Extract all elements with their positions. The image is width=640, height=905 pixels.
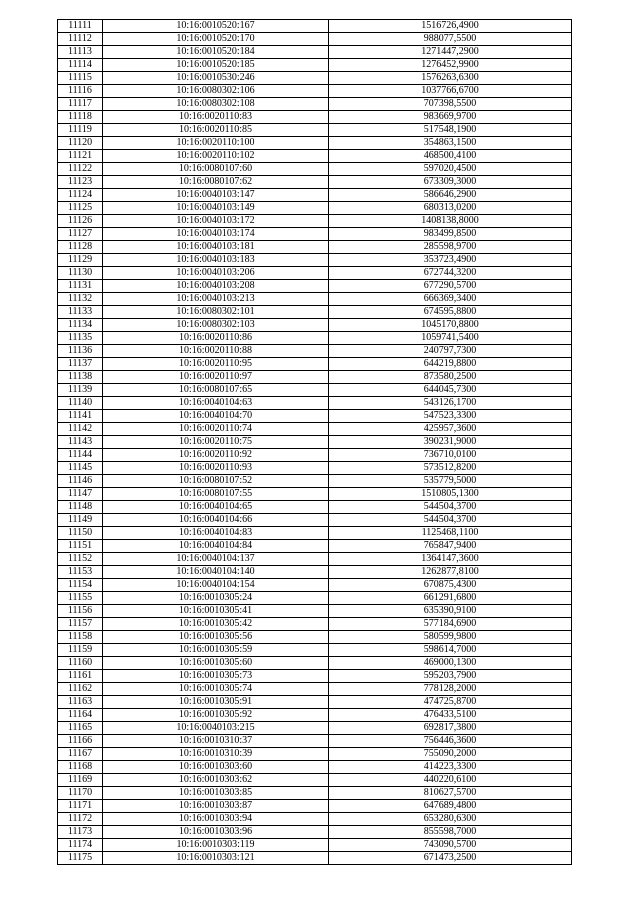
cadastral-number-cell: 10:16:0010303:87 — [103, 800, 329, 813]
cadastral-number-cell: 10:16:0010303:62 — [103, 774, 329, 787]
cadastral-number-cell: 10:16:0040104:137 — [103, 553, 329, 566]
cadastral-number-cell: 10:16:0010305:92 — [103, 709, 329, 722]
row-number-cell: 11168 — [58, 761, 103, 774]
table-row — [58, 332, 572, 345]
cadastral-number-cell: 10:16:0080107:60 — [103, 163, 329, 176]
table-row — [58, 280, 572, 293]
row-number-cell: 11125 — [58, 202, 103, 215]
table-row — [58, 20, 572, 33]
cadastral-value-cell: 580599,9800 — [329, 631, 572, 644]
cadastral-value-cell: 778128,2000 — [329, 683, 572, 696]
table-row — [58, 72, 572, 85]
row-number-cell: 11146 — [58, 475, 103, 488]
cadastral-number-cell: 10:16:0010305:91 — [103, 696, 329, 709]
row-number-cell: 11158 — [58, 631, 103, 644]
row-number-cell: 11130 — [58, 267, 103, 280]
row-number-cell: 11144 — [58, 449, 103, 462]
table-row — [58, 800, 572, 813]
cadastral-value-cell: 855598,7000 — [329, 826, 572, 839]
cadastral-number-cell: 10:16:0010305:60 — [103, 657, 329, 670]
row-number-cell: 11112 — [58, 33, 103, 46]
row-number-cell: 11164 — [58, 709, 103, 722]
cadastral-number-cell: 10:16:0020110:75 — [103, 436, 329, 449]
table-row — [58, 683, 572, 696]
cadastral-number-cell: 10:16:0010305:41 — [103, 605, 329, 618]
table-row — [58, 254, 572, 267]
row-number-cell: 11147 — [58, 488, 103, 501]
cadastral-number-cell: 10:16:0040103:149 — [103, 202, 329, 215]
cadastral-number-cell: 10:16:0020110:93 — [103, 462, 329, 475]
cadastral-value-cell: 535779,5000 — [329, 475, 572, 488]
row-number-cell: 11124 — [58, 189, 103, 202]
table-row — [58, 826, 572, 839]
cadastral-value-cell: 670875,4300 — [329, 579, 572, 592]
row-number-cell: 11123 — [58, 176, 103, 189]
cadastral-value-cell: 517548,1900 — [329, 124, 572, 137]
cadastral-number-cell: 10:16:0040104:154 — [103, 579, 329, 592]
cadastral-number-cell: 10:16:0040103:147 — [103, 189, 329, 202]
row-number-cell: 11150 — [58, 527, 103, 540]
cadastral-number-cell: 10:16:0080302:106 — [103, 85, 329, 98]
row-number-cell: 11121 — [58, 150, 103, 163]
cadastral-value-cell: 1045170,8800 — [329, 319, 572, 332]
cadastral-value-cell: 755090,2000 — [329, 748, 572, 761]
table-row — [58, 540, 572, 553]
row-number-cell: 11138 — [58, 371, 103, 384]
table-row — [58, 384, 572, 397]
row-number-cell: 11128 — [58, 241, 103, 254]
cadastral-value-cell: 671473,2500 — [329, 852, 572, 865]
row-number-cell: 11174 — [58, 839, 103, 852]
row-number-cell: 11154 — [58, 579, 103, 592]
table-row — [58, 98, 572, 111]
table-row — [58, 215, 572, 228]
cadastral-number-cell: 10:16:0010303:94 — [103, 813, 329, 826]
cadastral-number-cell: 10:16:0020110:86 — [103, 332, 329, 345]
row-number-cell: 11167 — [58, 748, 103, 761]
cadastral-number-cell: 10:16:0020110:97 — [103, 371, 329, 384]
cadastral-value-cell: 425957,3600 — [329, 423, 572, 436]
row-number-cell: 11165 — [58, 722, 103, 735]
table-row — [58, 787, 572, 800]
cadastral-number-cell: 10:16:0040104:83 — [103, 527, 329, 540]
table-row — [58, 644, 572, 657]
cadastral-number-cell: 10:16:0010303:96 — [103, 826, 329, 839]
table-row — [58, 579, 572, 592]
table-row — [58, 267, 572, 280]
cadastral-value-cell: 544504,3700 — [329, 514, 572, 527]
row-number-cell: 11127 — [58, 228, 103, 241]
cadastral-value-cell: 240797,7300 — [329, 345, 572, 358]
cadastral-number-cell: 10:16:0020110:74 — [103, 423, 329, 436]
row-number-cell: 11161 — [58, 670, 103, 683]
table-row — [58, 306, 572, 319]
row-number-cell: 11152 — [58, 553, 103, 566]
cadastral-value-cell: 666369,3400 — [329, 293, 572, 306]
cadastral-value-cell: 988077,5500 — [329, 33, 572, 46]
table-row — [58, 748, 572, 761]
table-row — [58, 33, 572, 46]
cadastral-number-cell: 10:16:0080107:62 — [103, 176, 329, 189]
cadastral-value-cell: 647689,4800 — [329, 800, 572, 813]
row-number-cell: 11163 — [58, 696, 103, 709]
cadastral-value-cell: 707398,5500 — [329, 98, 572, 111]
cadastral-number-cell: 10:16:0010303:119 — [103, 839, 329, 852]
row-number-cell: 11156 — [58, 605, 103, 618]
table-row — [58, 163, 572, 176]
cadastral-value-cell: 661291,6800 — [329, 592, 572, 605]
row-number-cell: 11136 — [58, 345, 103, 358]
table-row — [58, 488, 572, 501]
row-number-cell: 11116 — [58, 85, 103, 98]
table-row — [58, 462, 572, 475]
cadastral-value-cell: 353723,4900 — [329, 254, 572, 267]
table-row — [58, 397, 572, 410]
cadastral-value-cell: 756446,3600 — [329, 735, 572, 748]
row-number-cell: 11157 — [58, 618, 103, 631]
cadastral-value-cell: 692817,3800 — [329, 722, 572, 735]
cadastral-value-cell: 547523,3300 — [329, 410, 572, 423]
row-number-cell: 11111 — [58, 20, 103, 33]
table-row — [58, 553, 572, 566]
table-row — [58, 709, 572, 722]
cadastral-number-cell: 10:16:0040103:208 — [103, 280, 329, 293]
table-row — [58, 150, 572, 163]
table-row — [58, 605, 572, 618]
table-row — [58, 436, 572, 449]
table-row — [58, 657, 572, 670]
row-number-cell: 11141 — [58, 410, 103, 423]
row-number-cell: 11118 — [58, 111, 103, 124]
cadastral-number-cell: 10:16:0010303:60 — [103, 761, 329, 774]
cadastral-value-cell: 983499,8500 — [329, 228, 572, 241]
cadastral-value-cell: 390231,9000 — [329, 436, 572, 449]
table-row — [58, 735, 572, 748]
table-row — [58, 176, 572, 189]
table-row — [58, 137, 572, 150]
cadastral-number-cell: 10:16:0020110:102 — [103, 150, 329, 163]
row-number-cell: 11172 — [58, 813, 103, 826]
row-number-cell: 11166 — [58, 735, 103, 748]
row-number-cell: 11151 — [58, 540, 103, 553]
row-number-cell: 11134 — [58, 319, 103, 332]
row-number-cell: 11137 — [58, 358, 103, 371]
cadastral-value-cell: 743090,5700 — [329, 839, 572, 852]
row-number-cell: 11153 — [58, 566, 103, 579]
cadastral-number-cell: 10:16:0020110:100 — [103, 137, 329, 150]
cadastral-value-cell: 673309,3000 — [329, 176, 572, 189]
row-number-cell: 11126 — [58, 215, 103, 228]
cadastral-value-cell: 577184,6900 — [329, 618, 572, 631]
cadastral-value-cell: 1059741,5400 — [329, 332, 572, 345]
row-number-cell: 11171 — [58, 800, 103, 813]
cadastral-number-cell: 10:16:0040103:215 — [103, 722, 329, 735]
cadastral-value-cell: 873580,2500 — [329, 371, 572, 384]
row-number-cell: 11170 — [58, 787, 103, 800]
cadastral-number-cell: 10:16:0020110:88 — [103, 345, 329, 358]
table-row — [58, 501, 572, 514]
table-row — [58, 722, 572, 735]
cadastral-number-cell: 10:16:0020110:95 — [103, 358, 329, 371]
cadastral-number-cell: 10:16:0080107:65 — [103, 384, 329, 397]
table-row — [58, 59, 572, 72]
table-row — [58, 514, 572, 527]
cadastral-value-cell: 354863,1500 — [329, 137, 572, 150]
table-row — [58, 618, 572, 631]
table-row — [58, 358, 572, 371]
cadastral-value-cell: 810627,5700 — [329, 787, 572, 800]
cadastral-value-cell: 736710,0100 — [329, 449, 572, 462]
cadastral-number-cell: 10:16:0010305:74 — [103, 683, 329, 696]
cadastral-value-cell: 474725,8700 — [329, 696, 572, 709]
row-number-cell: 11113 — [58, 46, 103, 59]
cadastral-number-cell: 10:16:0080302:103 — [103, 319, 329, 332]
cadastral-value-table — [57, 19, 572, 865]
cadastral-number-cell: 10:16:0010305:59 — [103, 644, 329, 657]
table-row — [58, 813, 572, 826]
table-row — [58, 592, 572, 605]
row-number-cell: 11117 — [58, 98, 103, 111]
cadastral-number-cell: 10:16:0040103:206 — [103, 267, 329, 280]
cadastral-number-cell: 10:16:0010303:121 — [103, 852, 329, 865]
cadastral-number-cell: 10:16:0080302:108 — [103, 98, 329, 111]
cadastral-value-cell: 672744,3200 — [329, 267, 572, 280]
row-number-cell: 11145 — [58, 462, 103, 475]
cadastral-number-cell: 10:16:0010520:170 — [103, 33, 329, 46]
cadastral-value-cell: 469000,1300 — [329, 657, 572, 670]
table-row — [58, 319, 572, 332]
table-row — [58, 228, 572, 241]
table-row — [58, 293, 572, 306]
row-number-cell: 11143 — [58, 436, 103, 449]
cadastral-number-cell: 10:16:0040104:66 — [103, 514, 329, 527]
cadastral-number-cell: 10:16:0020110:83 — [103, 111, 329, 124]
cadastral-number-cell: 10:16:0040104:70 — [103, 410, 329, 423]
row-number-cell: 11162 — [58, 683, 103, 696]
row-number-cell: 11169 — [58, 774, 103, 787]
table-row — [58, 475, 572, 488]
cadastral-value-cell: 1125468,1100 — [329, 527, 572, 540]
cadastral-value-cell: 674595,8800 — [329, 306, 572, 319]
table-row — [58, 371, 572, 384]
table-row — [58, 839, 572, 852]
cadastral-value-cell: 573512,8200 — [329, 462, 572, 475]
cadastral-number-cell: 10:16:0040104:65 — [103, 501, 329, 514]
cadastral-value-cell: 414223,3300 — [329, 761, 572, 774]
cadastral-number-cell: 10:16:0010520:167 — [103, 20, 329, 33]
table-row — [58, 527, 572, 540]
row-number-cell: 11175 — [58, 852, 103, 865]
row-number-cell: 11114 — [58, 59, 103, 72]
cadastral-value-cell: 285598,9700 — [329, 241, 572, 254]
cadastral-value-cell: 586646,2900 — [329, 189, 572, 202]
table-row — [58, 696, 572, 709]
row-number-cell: 11148 — [58, 501, 103, 514]
cadastral-value-cell: 597020,4500 — [329, 163, 572, 176]
table-row — [58, 852, 572, 865]
row-number-cell: 11131 — [58, 280, 103, 293]
cadastral-value-cell: 1037766,6700 — [329, 85, 572, 98]
row-number-cell: 11173 — [58, 826, 103, 839]
cadastral-value-cell: 468500,4100 — [329, 150, 572, 163]
table-row — [58, 241, 572, 254]
cadastral-value-cell: 476433,5100 — [329, 709, 572, 722]
cadastral-number-cell: 10:16:0040104:84 — [103, 540, 329, 553]
row-number-cell: 11115 — [58, 72, 103, 85]
row-number-cell: 11149 — [58, 514, 103, 527]
row-number-cell: 11135 — [58, 332, 103, 345]
table-row — [58, 761, 572, 774]
cadastral-value-cell: 1516726,4900 — [329, 20, 572, 33]
cadastral-value-cell: 677290,5700 — [329, 280, 572, 293]
row-number-cell: 11129 — [58, 254, 103, 267]
table-row — [58, 189, 572, 202]
cadastral-number-cell: 10:16:0010305:56 — [103, 631, 329, 644]
cadastral-number-cell: 10:16:0080302:101 — [103, 306, 329, 319]
cadastral-number-cell: 10:16:0010303:85 — [103, 787, 329, 800]
row-number-cell: 11139 — [58, 384, 103, 397]
table-row — [58, 111, 572, 124]
cadastral-number-cell: 10:16:0040103:172 — [103, 215, 329, 228]
cadastral-number-cell: 10:16:0010305:42 — [103, 618, 329, 631]
cadastral-number-cell: 10:16:0040103:213 — [103, 293, 329, 306]
cadastral-number-cell: 10:16:0010310:37 — [103, 735, 329, 748]
row-number-cell: 11120 — [58, 137, 103, 150]
row-number-cell: 11122 — [58, 163, 103, 176]
row-number-cell: 11140 — [58, 397, 103, 410]
cadastral-number-cell: 10:16:0010520:184 — [103, 46, 329, 59]
row-number-cell: 11132 — [58, 293, 103, 306]
row-number-cell: 11160 — [58, 657, 103, 670]
cadastral-value-cell: 983669,9700 — [329, 111, 572, 124]
table-row — [58, 670, 572, 683]
cadastral-number-cell: 10:16:0010520:185 — [103, 59, 329, 72]
row-number-cell: 11142 — [58, 423, 103, 436]
cadastral-number-cell: 10:16:0040104:140 — [103, 566, 329, 579]
table-row — [58, 202, 572, 215]
cadastral-value-cell: 1276452,9900 — [329, 59, 572, 72]
cadastral-number-cell: 10:16:0010305:73 — [103, 670, 329, 683]
cadastral-value-cell: 653280,6300 — [329, 813, 572, 826]
table-row — [58, 345, 572, 358]
cadastral-number-cell: 10:16:0040103:174 — [103, 228, 329, 241]
cadastral-value-cell: 544504,3700 — [329, 501, 572, 514]
cadastral-value-cell: 440220,6100 — [329, 774, 572, 787]
cadastral-value-cell: 1510805,1300 — [329, 488, 572, 501]
cadastral-value-cell: 765847,9400 — [329, 540, 572, 553]
table-row — [58, 566, 572, 579]
cadastral-value-cell: 680313,0200 — [329, 202, 572, 215]
table-row — [58, 124, 572, 137]
cadastral-value-cell: 1576263,6300 — [329, 72, 572, 85]
cadastral-value-cell: 635390,9100 — [329, 605, 572, 618]
cadastral-value-cell: 644045,7300 — [329, 384, 572, 397]
cadastral-value-cell: 543126,1700 — [329, 397, 572, 410]
cadastral-number-cell: 10:16:0010310:39 — [103, 748, 329, 761]
table-row — [58, 774, 572, 787]
cadastral-number-cell: 10:16:0040103:183 — [103, 254, 329, 267]
cadastral-number-cell: 10:16:0040103:181 — [103, 241, 329, 254]
table-body — [58, 20, 572, 865]
cadastral-value-cell: 1271447,2900 — [329, 46, 572, 59]
cadastral-value-cell: 644219,8800 — [329, 358, 572, 371]
cadastral-value-cell: 1364147,3600 — [329, 553, 572, 566]
cadastral-number-cell: 10:16:0020110:92 — [103, 449, 329, 462]
table-row — [58, 85, 572, 98]
cadastral-number-cell: 10:16:0010305:24 — [103, 592, 329, 605]
cadastral-value-cell: 598614,7000 — [329, 644, 572, 657]
cadastral-value-cell: 1408138,8000 — [329, 215, 572, 228]
table-row — [58, 410, 572, 423]
table-row — [58, 46, 572, 59]
cadastral-number-cell: 10:16:0040104:63 — [103, 397, 329, 410]
table-row — [58, 449, 572, 462]
cadastral-number-cell: 10:16:0010530:246 — [103, 72, 329, 85]
row-number-cell: 11119 — [58, 124, 103, 137]
table-row — [58, 423, 572, 436]
cadastral-value-cell: 595203,7900 — [329, 670, 572, 683]
cadastral-number-cell: 10:16:0080107:55 — [103, 488, 329, 501]
cadastral-number-cell: 10:16:0080107:52 — [103, 475, 329, 488]
row-number-cell: 11133 — [58, 306, 103, 319]
row-number-cell: 11155 — [58, 592, 103, 605]
cadastral-number-cell: 10:16:0020110:85 — [103, 124, 329, 137]
table-row — [58, 631, 572, 644]
cadastral-value-cell: 1262877,8100 — [329, 566, 572, 579]
row-number-cell: 11159 — [58, 644, 103, 657]
